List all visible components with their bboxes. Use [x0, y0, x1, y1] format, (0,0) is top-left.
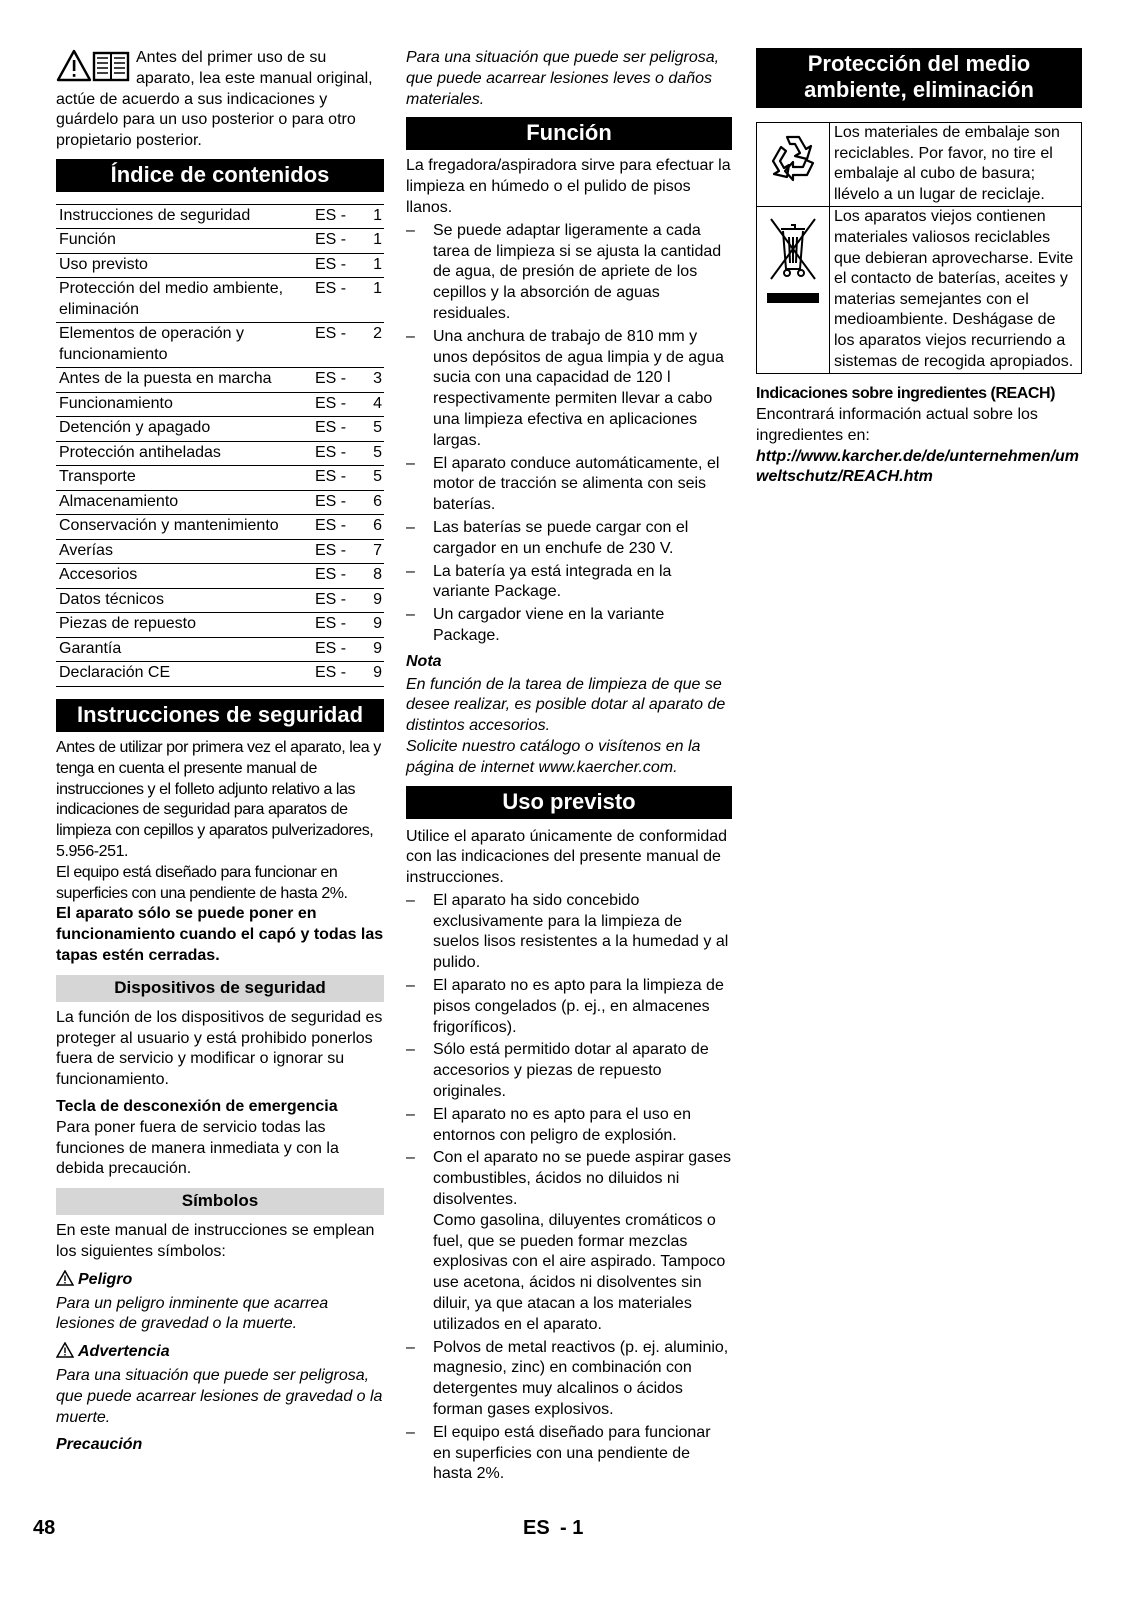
function-list-item: – Las baterías se puede cargar con el cargador en un enchufe de 230 V.	[406, 518, 732, 560]
caution-paragraph: Para una situación que puede ser peligrosa, que puede acarrear lesiones leves o daños materiales.	[406, 49, 720, 108]
use-paragraph: Utilice el aparato únicamente de conformidad con las indicaciones del presente manual de instrucciones.	[406, 827, 728, 887]
toc-entry-page: 9	[359, 662, 384, 687]
toc-entry-lang: ES -	[309, 253, 359, 278]
footer-subpage: - 1	[560, 1517, 584, 1539]
toc-row[interactable]	[56, 564, 384, 589]
footer-lang: ES	[523, 1517, 550, 1539]
intro-block	[56, 48, 384, 152]
toc-entry-title: Averías	[56, 539, 309, 564]
intro-text: Antes del primer uso de su aparato, lea este manual original, actúe de acuerdo a sus indicaciones y guárdelo para un uso posterior o para otro propietario posterior.	[56, 49, 373, 150]
toc-row[interactable]	[56, 466, 384, 491]
toc-row[interactable]	[56, 323, 384, 368]
toc-entry-page: 1	[359, 229, 384, 254]
function-list-item: – La batería ya está integrada en la variante Package.	[406, 562, 732, 604]
warning-paragraph: Para una situación que puede ser peligrosa, que puede acarrear lesiones de gravedad o la muerte.	[56, 1366, 383, 1426]
toc-entry-title: Función	[56, 229, 309, 254]
toc-entry-lang: ES -	[309, 588, 359, 613]
toc-entry-title: Detención y apagado	[56, 417, 309, 442]
estop-title: Tecla de desconexión de emergencia	[56, 1097, 338, 1115]
caution-heading	[56, 1435, 384, 1456]
warning-triangle-icon	[56, 1342, 74, 1358]
toc-row[interactable]	[56, 637, 384, 662]
function-list-item: – Un cargador viene en la variante Package.	[406, 605, 732, 647]
toc-entry-page: 8	[359, 564, 384, 589]
danger-heading	[56, 1270, 384, 1291]
column-middle	[406, 48, 732, 1485]
symbols-title: Símbolos	[56, 1188, 384, 1215]
toc-entry-title: Elementos de operación y funcionamiento	[56, 323, 309, 368]
column-left	[56, 48, 384, 1456]
toc-row[interactable]	[56, 588, 384, 613]
column-right	[756, 48, 1082, 488]
warning-label: Advertencia	[78, 1343, 170, 1361]
caution-label: Precaución	[56, 1436, 143, 1454]
toc-title: Índice de contenidos	[56, 159, 384, 192]
env-weee-text: Los aparatos viejos contienen materiales valiosos reciclables que debieran aprovecharse. Evite el contacto de baterías, aceites y materias semejantes con el medioambiente. Deshágase de los aparatos viejos recurriendo a sistemas de recogida apropiados.	[830, 207, 1082, 374]
toc-entry-page: 6	[359, 515, 384, 540]
env-table	[756, 122, 1082, 374]
toc-row[interactable]	[56, 368, 384, 393]
toc-entry-lang: ES -	[309, 278, 359, 323]
use-sub-paragraph: Como gasolina, diluyentes cromáticos o fuel, que se pueden formar mezclas explosivas con el aire aspirado. Tampoco use acetona, ácidos ni disolventes sin diluir, ya que atacan a los materiales utilizados en el aparato.	[433, 1211, 726, 1333]
toc-entry-page: 6	[359, 490, 384, 515]
toc-row[interactable]	[56, 229, 384, 254]
toc-entry-page: 2	[359, 323, 384, 368]
danger-paragraph: Para un peligro inminente que acarrea lesiones de gravedad o la muerte.	[56, 1294, 329, 1333]
toc-row[interactable]	[56, 539, 384, 564]
symbols-paragraph: En este manual de instrucciones se emplean los siguientes símbolos:	[56, 1222, 375, 1260]
use-list-item: – Polvos de metal reactivos (p. ej. aluminio, magnesio, zinc) en combinación con detergentes muy alcalinos o ácidos forman gases explosivos.	[406, 1338, 732, 1421]
toc-entry-page: 1	[359, 204, 384, 229]
function-list-item: – Una anchura de trabajo de 810 mm y unos depósitos de agua limpia y de agua sucia con una capacidad de 120 l respectivamente permiten llevar a cabo una limpieza efectiva en aplicaciones largas.	[406, 327, 732, 452]
recycle-icon	[757, 123, 830, 207]
toc-entry-title: Transporte	[56, 466, 309, 491]
function-list-item: – El aparato conduce automáticamente, el motor de tracción se alimenta con seis baterías.	[406, 454, 732, 516]
warning-manual-icon	[56, 48, 130, 88]
toc-entry-page: 1	[359, 278, 384, 323]
safety-title: Instrucciones de seguridad	[56, 699, 384, 732]
toc-entry-page: 3	[359, 368, 384, 393]
toc-entry-title: Protección antiheladas	[56, 441, 309, 466]
page-number: 48	[33, 1517, 56, 1539]
toc-row[interactable]	[56, 417, 384, 442]
env-row-weee	[757, 207, 1082, 374]
use-list-item: – Sólo está permitido dotar al aparato de accesorios y piezas de repuesto originales.	[406, 1040, 732, 1102]
toc-entry-lang: ES -	[309, 539, 359, 564]
devices-title: Dispositivos de seguridad	[56, 975, 384, 1002]
toc-entry-lang: ES -	[309, 662, 359, 687]
toc-row[interactable]	[56, 662, 384, 687]
toc-entry-title: Declaración CE	[56, 662, 309, 687]
toc-entry-title: Conservación y mantenimiento	[56, 515, 309, 540]
safety-paragraph-3: El aparato sólo se puede poner en funcionamiento cuando el capó y todas las tapas estén cerradas.	[56, 905, 384, 964]
toc-entry-lang: ES -	[309, 441, 359, 466]
toc-entry-lang: ES -	[309, 613, 359, 638]
toc-entry-page: 7	[359, 539, 384, 564]
toc-entry-title: Protección del medio ambiente, eliminación	[56, 278, 309, 323]
use-title: Uso previsto	[406, 786, 732, 819]
toc-entry-title: Uso previsto	[56, 253, 309, 278]
use-list	[406, 891, 732, 1211]
toc-row[interactable]	[56, 278, 384, 323]
toc-entry-lang: ES -	[309, 564, 359, 589]
use-list-item: – Con el aparato no se puede aspirar gases combustibles, ácidos no diluidos ni disolventes.	[406, 1148, 732, 1210]
toc-entry-lang: ES -	[309, 515, 359, 540]
toc-entry-title: Garantía	[56, 637, 309, 662]
toc-row[interactable]	[56, 204, 384, 229]
toc-entry-lang: ES -	[309, 392, 359, 417]
reach-url[interactable]: http://www.karcher.de/de/unternehmen/umweltschutz/REACH.htm	[756, 447, 1080, 486]
function-list	[406, 221, 732, 647]
reach-paragraph: Encontrará información actual sobre los ingredientes en:	[756, 405, 1038, 444]
use-list-item: – El aparato no es apto para la limpieza de pisos congelados (p. ej., en almacenes frigoríficos).	[406, 976, 732, 1038]
toc-entry-lang: ES -	[309, 637, 359, 662]
reach-title: Indicaciones sobre ingredientes (REACH)	[756, 385, 1055, 403]
toc-entry-lang: ES -	[309, 229, 359, 254]
note-paragraph-2: Solicite nuestro catálogo o visítenos en la página de internet www.kaercher.com.	[406, 737, 701, 776]
toc-row[interactable]	[56, 253, 384, 278]
use-list-item: – El aparato no es apto para el uso en entornos con peligro de explosión.	[406, 1105, 732, 1147]
toc-entry-title: Datos técnicos	[56, 588, 309, 613]
toc-entry-title: Accesorios	[56, 564, 309, 589]
toc-entry-page: 5	[359, 417, 384, 442]
toc-row[interactable]	[56, 490, 384, 515]
env-recycle-text: Los materiales de embalaje son reciclables. Por favor, no tire el embalaje al cubo de basura; llévelo a un lugar de reciclaje.	[830, 123, 1082, 207]
toc-row[interactable]	[56, 515, 384, 540]
devices-paragraph: La función de los dispositivos de seguridad es proteger al usuario y está prohibido ponerlos fuera de servicio y modificar o ignorar su funcionamiento.	[56, 1008, 383, 1089]
toc-entry-page: 1	[359, 253, 384, 278]
toc-row[interactable]	[56, 613, 384, 638]
note-paragraph-1: En función de la tarea de limpieza de que se desee realizar, es posible dotar al aparato de distintos accesorios.	[406, 675, 726, 735]
toc-entry-title: Almacenamiento	[56, 490, 309, 515]
use-list-item: – El aparato ha sido concebido exclusivamente para la limpieza de suelos lisos resistentes a la humedad y al pulido.	[406, 891, 732, 974]
use-list-continued	[406, 1338, 732, 1486]
toc-entry-page: 9	[359, 637, 384, 662]
toc-entry-title: Piezas de repuesto	[56, 613, 309, 638]
toc-row[interactable]	[56, 392, 384, 417]
toc-entry-lang: ES -	[309, 466, 359, 491]
toc-entry-title: Instrucciones de seguridad	[56, 204, 309, 229]
toc-entry-lang: ES -	[309, 417, 359, 442]
toc-entry-title: Antes de la puesta en marcha	[56, 368, 309, 393]
use-list-item: – El equipo está diseñado para funcionar en superficies con una pendiente de hasta 2%.	[406, 1423, 732, 1485]
safety-paragraph-2: El equipo está diseñado para funcionar en superficies con una pendiente de hasta 2%.	[56, 863, 348, 902]
function-title: Función	[406, 117, 732, 150]
crossed-bin-icon	[757, 207, 830, 374]
note-label: Nota	[406, 652, 442, 670]
toc-entry-lang: ES -	[309, 323, 359, 368]
estop-paragraph: Para poner fuera de servicio todas las funciones de manera inmediata y con la debida precaución.	[56, 1118, 339, 1178]
safety-paragraph-1: Antes de utilizar por primera vez el aparato, lea y tenga en cuenta el presente manual de instrucciones y el folleto adjunto relativo a las indicaciones de seguridad para aparatos de limpieza con cepillos y aparatos pulverizadores, 5.956-251.	[56, 738, 381, 860]
env-title: Protección del medio ambiente, eliminación	[756, 48, 1082, 108]
toc-table	[56, 204, 384, 687]
function-list-item: – Se puede adaptar ligeramente a cada tarea de limpieza si se ajusta la cantidad de agua, de presión de apriete de los cepillos y la absorción de aguas residuales.	[406, 221, 732, 325]
toc-entry-page: 5	[359, 441, 384, 466]
toc-row[interactable]	[56, 441, 384, 466]
toc-entry-page: 4	[359, 392, 384, 417]
warning-heading	[56, 1342, 384, 1363]
toc-entry-lang: ES -	[309, 368, 359, 393]
toc-entry-page: 5	[359, 466, 384, 491]
warning-triangle-icon	[56, 1270, 74, 1286]
toc-entry-title: Funcionamiento	[56, 392, 309, 417]
env-row-recycle	[757, 123, 1082, 207]
toc-entry-lang: ES -	[309, 204, 359, 229]
toc-entry-page: 9	[359, 588, 384, 613]
danger-label: Peligro	[78, 1270, 133, 1288]
toc-entry-lang: ES -	[309, 490, 359, 515]
function-paragraph: La fregadora/aspiradora sirve para efectuar la limpieza en húmedo o el pulido de pisos llanos.	[406, 157, 731, 216]
toc-entry-page: 9	[359, 613, 384, 638]
